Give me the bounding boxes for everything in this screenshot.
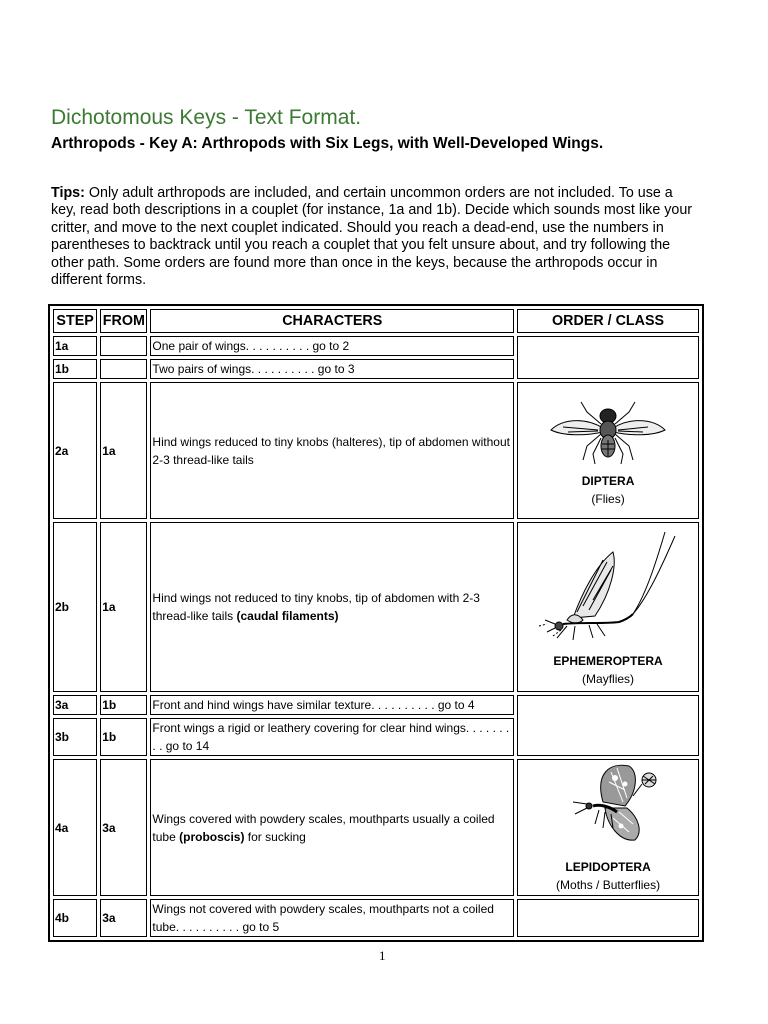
from-cell: 3a	[100, 759, 147, 896]
characters-bold-text: (proboscis)	[179, 829, 245, 844]
characters-bold-text: (caudal filaments)	[236, 609, 339, 623]
order-name: LEPIDOPTERA	[565, 859, 651, 874]
from-cell	[100, 359, 147, 379]
page-title: Dichotomous Keys - Text Format.	[51, 106, 362, 129]
characters-cell: One pair of wings. . . . . . . . . . go to 2	[150, 336, 514, 356]
fly-illustration-icon	[543, 394, 673, 466]
header-order: ORDER / CLASS	[517, 309, 699, 333]
characters-text: Wings covered with powdery scales, mouthparts usually a coiled tube	[152, 811, 495, 844]
order-cell-empty	[517, 336, 699, 379]
table-row	[53, 695, 699, 715]
dichotomous-key-table	[48, 304, 704, 942]
characters-cell: Front and hind wings have similar texture. . . . . . . . . . go to 4	[150, 695, 514, 715]
characters-cell: Two pairs of wings. . . . . . . . . . go to 3	[150, 359, 514, 379]
step-cell: 1a	[53, 336, 97, 356]
tips-label: Tips:	[51, 185, 85, 201]
characters-cell: Hind wings reduced to tiny knobs (halteres), tip of abdomen without 2-3 thread-like tails	[150, 382, 514, 519]
table-row	[53, 522, 699, 692]
page-number: 1	[379, 948, 386, 963]
order-cell-empty	[517, 899, 699, 937]
table-row	[53, 899, 699, 937]
order-common-name: (Mayflies)	[582, 672, 635, 686]
step-cell: 2a	[53, 382, 97, 519]
table-row	[53, 336, 699, 356]
step-cell: 4b	[53, 899, 97, 937]
order-cell	[517, 759, 699, 896]
from-cell: 1a	[100, 382, 147, 519]
step-cell: 3a	[53, 695, 97, 715]
step-cell: 3b	[53, 718, 97, 756]
step-cell: 4a	[53, 759, 97, 896]
from-cell: 1b	[100, 718, 147, 756]
header-step: STEP	[53, 309, 97, 333]
characters-cell	[150, 522, 514, 692]
step-cell: 1b	[53, 359, 97, 379]
from-cell	[100, 336, 147, 356]
order-common-name: (Moths / Butterflies)	[556, 877, 661, 892]
order-name: EPHEMEROPTERA	[553, 654, 663, 668]
table-row	[53, 382, 699, 519]
tips-paragraph	[51, 185, 701, 289]
order-cell-empty	[517, 695, 699, 756]
header-from: FROM	[100, 309, 147, 333]
tips-text: Only adult arthropods are included, and certain uncommon orders are not included. To use a key, read both descriptions in a couplet (for instance, 1a and 1b). Decide which sounds most like your critter, and move to the next couplet indicated. Should you reach a dead-end, use the numbers in parentheses to backtrack until you reach a couplet that you felt unsure about, and try following the other path. Some orders are found more than once in the keys, because the arthropods occur in different forms.	[51, 185, 693, 289]
characters-text: Hind wings not reduced to tiny knobs, tip of abdomen with 2-3 thread-like tails	[152, 591, 480, 623]
table-row	[53, 759, 699, 896]
mayfly-illustration-icon	[533, 526, 683, 646]
order-name: DIPTERA	[581, 473, 635, 488]
characters-cell: Wings not covered with powdery scales, mouthparts not a coiled tube. . . . . . . . . . go to 5	[150, 899, 514, 937]
butterfly-illustration-icon	[553, 762, 663, 852]
from-cell: 1b	[100, 695, 147, 715]
order-cell	[517, 382, 699, 519]
characters-text-after: for sucking	[244, 829, 306, 844]
characters-cell: Front wings a rigid or leathery covering for clear hind wings. . . . . . . . . go to 14	[150, 718, 514, 756]
from-cell: 3a	[100, 899, 147, 937]
page-subtitle: Arthropods - Key A: Arthropods with Six Legs, with Well-Developed Wings.	[51, 135, 604, 152]
table-header-row	[53, 309, 699, 333]
characters-cell	[150, 759, 514, 896]
from-cell: 1a	[100, 522, 147, 692]
order-common-name: (Flies)	[591, 491, 625, 506]
step-cell: 2b	[53, 522, 97, 692]
header-characters: CHARACTERS	[150, 309, 514, 333]
order-cell	[517, 522, 699, 692]
